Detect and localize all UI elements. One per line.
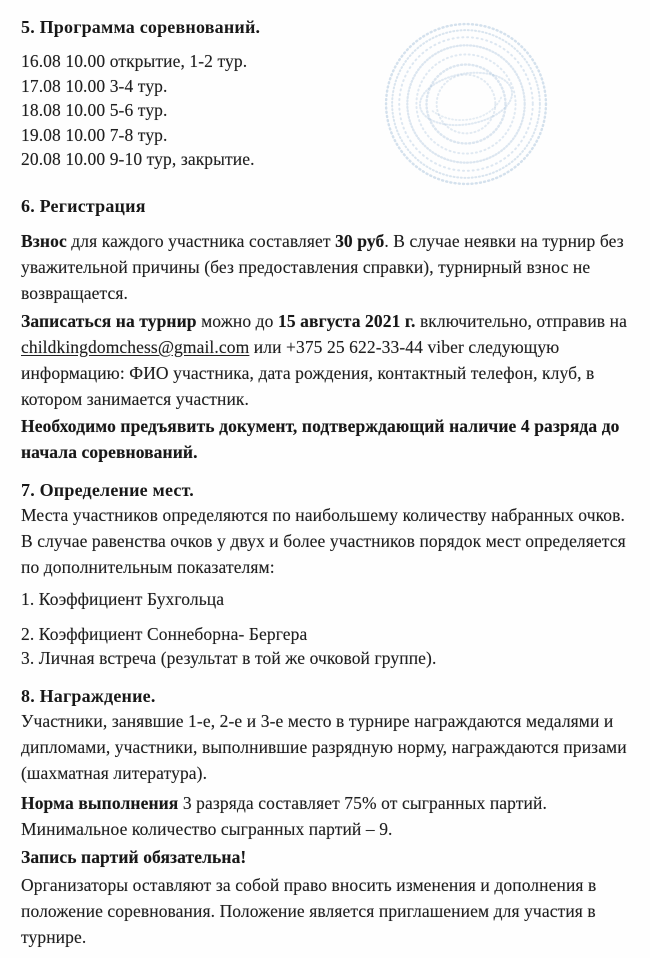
section-8-heading: 8. Награждение. — [21, 685, 156, 706]
section-awards — [21, 684, 631, 950]
fee-amount-bold: 30 руб — [335, 230, 385, 251]
fee-paragraph: Взнос для каждого участника составляет 30 руб. В случае неявки на турнир без уважительной причины (без предоставления справки), турнирный взнос не возвращается. — [21, 230, 624, 303]
section-5-heading: 5. Программа соревнований. — [21, 17, 261, 37]
notation-required-paragraph: Запись партий обязательна! — [21, 846, 247, 867]
tiebreak-item-1: 1. Коэффициент Бухгольца — [21, 588, 225, 609]
tiebreak-item-3: 3. Личная встреча (результат в той же очковой группе). — [21, 647, 437, 668]
signup-bold: Записаться на турнир — [21, 310, 197, 331]
schedule-line: 20.08 10.00 9-10 тур, закрытие. — [21, 149, 255, 169]
awards-paragraph: Участники, занявшие 1-е, 2-е и 3-е место в турнире награждаются медалями и дипломами, участники, выполнившие разрядную норму, награждаются призами (шахматная литература). — [21, 710, 627, 783]
signup-paragraph: Записаться на турнир можно до 15 августа 2021 г. включительно, отправив на childkingdomchess@gmail.com или +375 25 622-33-44 viber следующую информацию: ФИО участника, дата рождения, контактный телефон, клуб, в котором занимается участник. — [21, 310, 627, 409]
section-7-heading: 7. Определение мест. — [21, 479, 194, 500]
norm-bold: Норма выполнения — [21, 792, 179, 813]
section-6-heading: 6. Регистрация — [21, 195, 146, 216]
schedule-line: 19.08 10.00 7-8 тур. — [21, 124, 168, 145]
placement-paragraph: Места участников определяются по наибольшему количеству набранных очков. В случае равенства очков у двух и более участников порядок мест определяется по дополнительным показателям: — [21, 504, 626, 577]
deadline-bold: 15 августа 2021 г. — [278, 310, 416, 331]
section-program — [21, 15, 631, 172]
schedule-list — [21, 49, 631, 172]
schedule-line: 16.08 10.00 открытие, 1-2 тур. — [21, 51, 248, 71]
tiebreak-items-2-3 — [21, 622, 631, 670]
email-link[interactable]: childkingdomchess@gmail.com — [21, 336, 250, 357]
tiebreak-item-2: 2. Коэффициент Соннеборна- Бергера — [21, 623, 308, 644]
fee-bold: Взнос — [21, 230, 67, 251]
document-required-paragraph: Необходимо предъявить документ, подтверждающий наличие 4 разряда до начала соревнований. — [21, 415, 620, 462]
organizers-rights-paragraph: Организаторы оставляют за собой право вносить изменения и дополнения в положение соревнования. Положение является приглашением для участия в турнире. — [21, 874, 597, 947]
schedule-line: 18.08 10.00 5-6 тур. — [21, 100, 168, 120]
schedule-line: 17.08 10.00 3-4 тур. — [21, 75, 168, 96]
section-registration — [21, 194, 631, 465]
norm-paragraph: Норма выполнения 3 разряда составляет 75% от сыгранных партий. Минимальное количество сыгранных партий – 9. — [21, 792, 547, 839]
section-placement — [21, 478, 631, 670]
